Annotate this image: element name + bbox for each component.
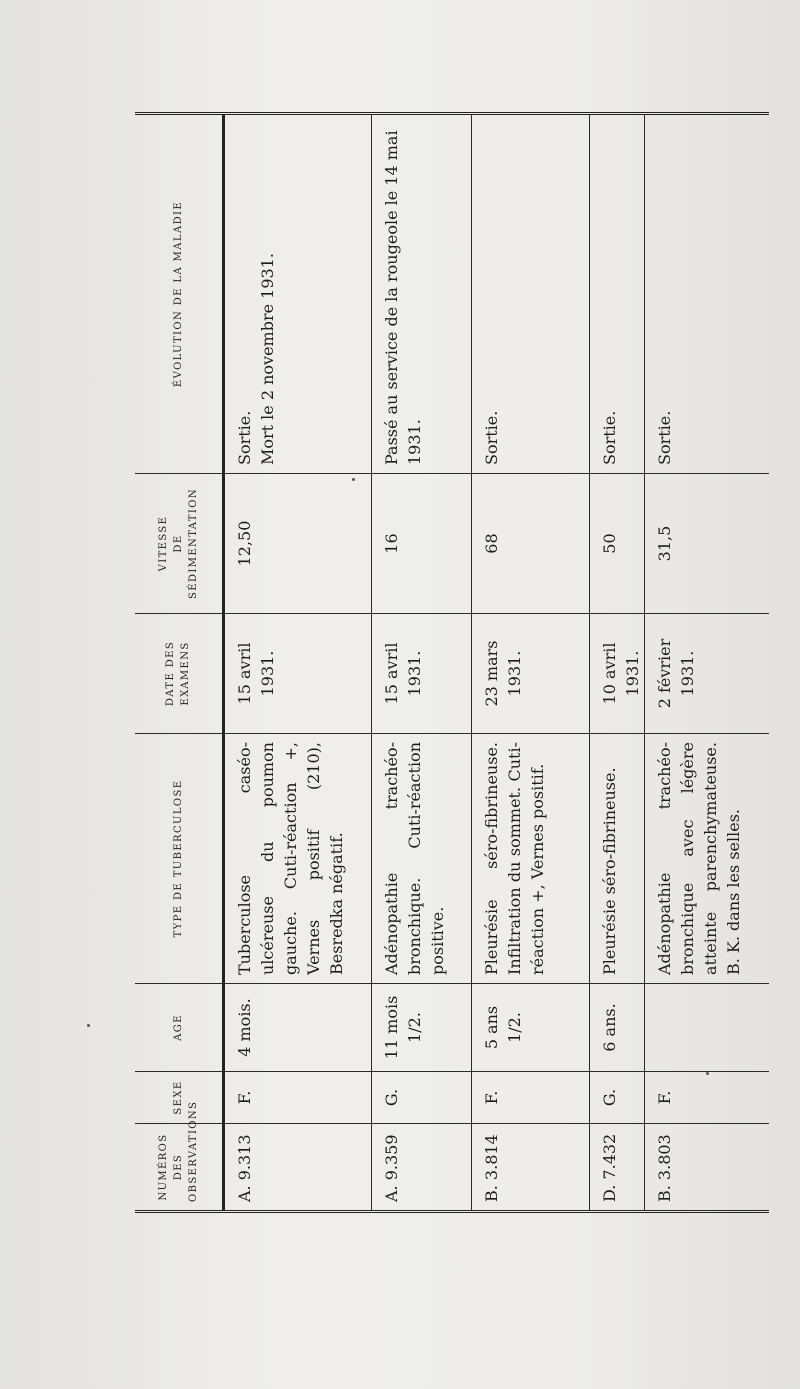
cell-vitesse: 31,5 [644,474,769,614]
header-evolution: ÉVOLUTION DE LA MALADIE [135,114,223,474]
cell-type: Tuberculose caséo-ulcéreuse du poumon gauche. Cuti-réaction +, Vernes positif (210), Besredka négatif. [223,734,371,984]
cell-numero: A. 9.359 [371,1124,471,1212]
header-sexe: SEXE [135,1072,223,1124]
speck [87,1024,90,1027]
cell-evolution: Sortie. [471,114,589,474]
speck [352,478,355,481]
cell-vitesse: 50 [589,474,644,614]
cell-numero: A. 9.313 [223,1124,371,1212]
cell-vitesse: 16 [371,474,471,614]
cell-evolution: Passé au service de la rougeole le 14 mai 1931. [371,114,471,474]
cell-age: 11 mois 1/2. [371,984,471,1072]
header-type: TYPE DE TUBERCULOSE [135,734,223,984]
cell-age [644,984,769,1072]
cell-sexe: G. [371,1072,471,1124]
cell-sexe: F. [223,1072,371,1124]
table-row [471,114,589,1212]
cell-numero: B. 3.803 [644,1124,769,1212]
table-row [223,114,371,1212]
cell-type: Adénopathie trachéo-bronchique. Cuti-réaction positive. [371,734,471,984]
cell-vitesse: 68 [471,474,589,614]
header-date: DATE DES EXAMENS [135,614,223,734]
table-row [371,114,471,1212]
cell-type: Adénopathie trachéo-bronchique avec légère atteinte parenchymateuse. B. K. dans les selles. [644,734,769,984]
cell-type: Pleurésie séro-fibrineuse. [589,734,644,984]
table-row [589,114,644,1212]
cell-numero: B. 3.814 [471,1124,589,1212]
header-numero: NUMÉROS DES OBSERVATIONS [135,1124,223,1212]
speck [706,1072,709,1075]
cell-sexe: F. [644,1072,769,1124]
cell-sexe: G. [589,1072,644,1124]
cell-numero: D. 7.432 [589,1124,644,1212]
observations-table [135,112,769,1213]
header-vitesse: VITESSE DE SÉDIMENTATION [135,474,223,614]
cell-date: 15 avril 1931. [223,614,371,734]
rotated-table-container [135,115,752,1213]
cell-date: 10 avril 1931. [589,614,644,734]
cell-evolution: Sortie. [644,114,769,474]
table-header-row [135,114,223,1212]
cell-evolution: Sortie. [589,114,644,474]
cell-date: 15 avril 1931. [371,614,471,734]
cell-type: Pleurésie séro-fibrineuse. Infiltration du sommet. Cuti-réaction +, Vernes positif. [471,734,589,984]
cell-date: 23 mars 1931. [471,614,589,734]
cell-vitesse: 12,50 [223,474,371,614]
cell-age: 4 mois. [223,984,371,1072]
table-row [644,114,769,1212]
cell-date: 2 février 1931. [644,614,769,734]
header-age: AGE [135,984,223,1072]
cell-age: 5 ans 1/2. [471,984,589,1072]
cell-evolution: Sortie. Mort le 2 novembre 1931. [223,114,371,474]
cell-sexe: F. [471,1072,589,1124]
cell-age: 6 ans. [589,984,644,1072]
